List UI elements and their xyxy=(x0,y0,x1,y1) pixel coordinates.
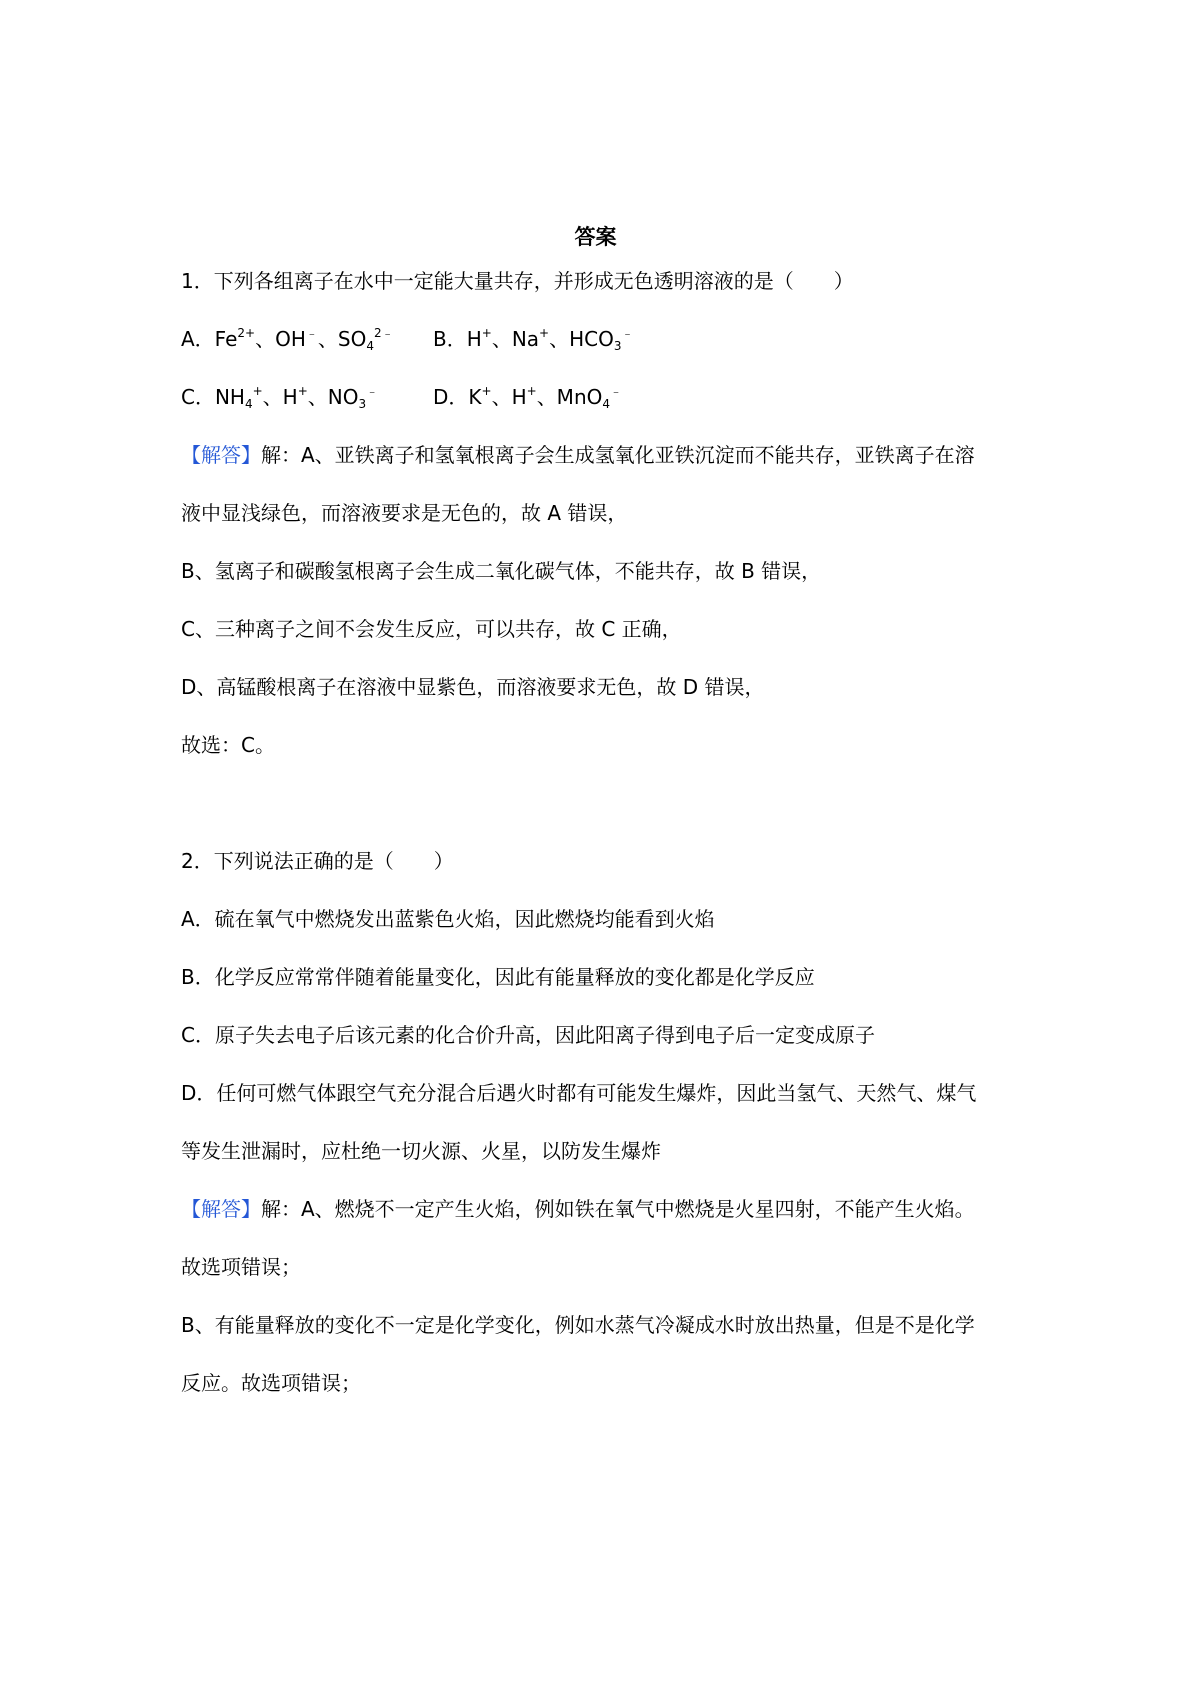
q1-answer-line: 故选：C。 xyxy=(181,733,275,757)
q1-answer-line: D、高锰酸根离子在溶液中显紫色，而溶液要求无色，故 D 错误， xyxy=(181,675,765,699)
q2-answer-line xyxy=(181,1194,1021,1224)
q2-answer-line: 故选项错误； xyxy=(181,1255,301,1279)
q1-answer-line: 液中显浅绿色，而溶液要求是无色的，故 A 错误， xyxy=(181,501,628,525)
q2-option-d-cont: 等发生泄漏时，应杜绝一切火源、火星，以防发生爆炸 xyxy=(181,1139,661,1163)
q1-answer-text: 解：A、亚铁离子和氢氧根离子会生成氢氧化亚铁沉淀而不能共存，亚铁离子在溶 xyxy=(261,443,975,467)
q1-answer-line: C、三种离子之间不会发生反应，可以共存，故 C 正确， xyxy=(181,617,682,641)
q1-option-b: B．H+、Na+、$HCO_3^﹣$ xyxy=(433,326,634,353)
q2-answer-tag: 【解答】 xyxy=(181,1197,261,1221)
q1-answer-tag: 【解答】 xyxy=(181,443,261,467)
q2-answer-line: B、有能量释放的变化不一定是化学变化，例如水蒸气冷凝成水时放出热量，但是不是化学 xyxy=(181,1313,975,1337)
q2-option-a: A．硫在氧气中燃烧发出蓝紫色火焰，因此燃烧均能看到火焰 xyxy=(181,907,715,931)
q2-option-c: C．原子失去电子后该元素的化合价升高，因此阳离子得到电子后一定变成原子 xyxy=(181,1023,875,1047)
q2-answer-line: 反应。故选项错误； xyxy=(181,1371,361,1395)
q1-options-ab xyxy=(181,324,1021,354)
q1-answer-line: B、氢离子和碳酸氢根离子会生成二氧化碳气体，不能共存，故 B 错误， xyxy=(181,559,822,583)
q1-stem: 1．下列各组离子在水中一定能大量共存，并形成无色透明溶液的是（ ） xyxy=(181,269,854,293)
q2-option-d: D．任何可燃气体跟空气充分混合后遇火时都有可能发生爆炸，因此当氢气、天然气、煤气 xyxy=(181,1081,977,1105)
document-title: 答案 xyxy=(574,225,617,249)
q2-stem: 2．下列说法正确的是（ ） xyxy=(181,849,454,873)
q1-option-d: D．K+、H+、MnO$_4$﹣ xyxy=(433,384,623,411)
q1-option-c: C．$NH_4^+$、H+、$NO_3^﹣$ xyxy=(181,384,379,411)
q2-answer-text: 解：A、燃烧不一定产生火焰，例如铁在氧气中燃烧是火星四射，不能产生火焰。 xyxy=(261,1197,975,1221)
q1-answer-line xyxy=(181,440,1021,470)
q2-option-b: B．化学反应常常伴随着能量变化，因此有能量释放的变化都是化学反应 xyxy=(181,965,815,989)
q1-option-a: A．$Fe^{2+}$、OH﹣、$SO_4^{2﹣}$ xyxy=(181,326,394,353)
q1-options-cd xyxy=(181,382,1021,412)
